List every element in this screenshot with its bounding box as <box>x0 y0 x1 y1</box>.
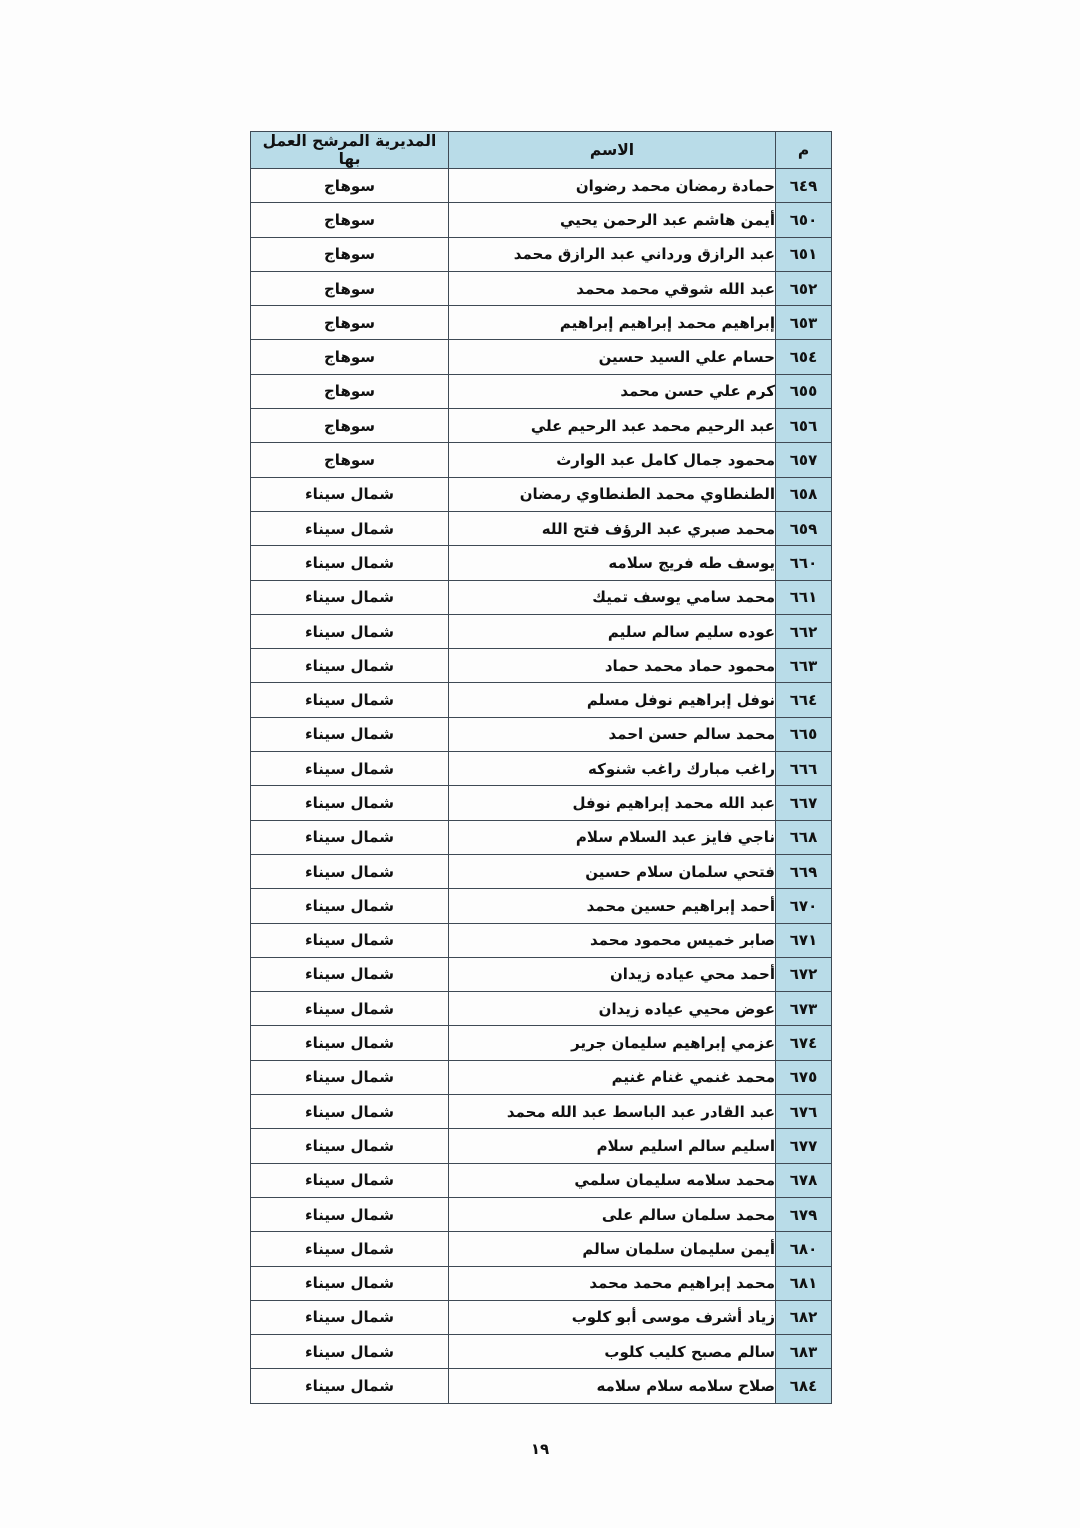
candidate-directorate: شمال سيناء <box>251 752 449 786</box>
row-number: ٦٦٦ <box>776 752 832 786</box>
header-directorate: المديرية المرشح العمل بها <box>251 132 449 169</box>
row-number: ٦٤٩ <box>776 169 832 203</box>
table-row <box>251 1266 832 1300</box>
table-row <box>251 1335 832 1369</box>
row-number: ٦٥٩ <box>776 511 832 545</box>
table-row <box>251 854 832 888</box>
row-number: ٦٨٢ <box>776 1300 832 1334</box>
row-number: ٦٨٤ <box>776 1369 832 1403</box>
table-row <box>251 237 832 271</box>
row-number: ٦٥٨ <box>776 477 832 511</box>
candidate-name: عبد الرحيم محمد عبد الرحيم علي <box>449 409 776 443</box>
row-number: ٦٦٩ <box>776 854 832 888</box>
row-number: ٦٧٤ <box>776 1026 832 1060</box>
candidate-name: اسليم سالم اسليم سلام <box>449 1129 776 1163</box>
candidate-directorate: شمال سيناء <box>251 1163 449 1197</box>
row-number: ٦٨٠ <box>776 1232 832 1266</box>
table-row <box>251 477 832 511</box>
candidate-directorate: شمال سيناء <box>251 511 449 545</box>
candidate-directorate: شمال سيناء <box>251 1197 449 1231</box>
candidate-name: محمد سلمان سالم على <box>449 1197 776 1231</box>
candidate-directorate: شمال سيناء <box>251 683 449 717</box>
row-number: ٦٥٦ <box>776 409 832 443</box>
candidate-directorate: شمال سيناء <box>251 614 449 648</box>
table-row <box>251 374 832 408</box>
candidate-name: كرم علي حسن محمد <box>449 374 776 408</box>
table-row <box>251 820 832 854</box>
table-row <box>251 546 832 580</box>
candidate-name: أحمد إبراهيم حسين محمد <box>449 889 776 923</box>
row-number: ٦٦٢ <box>776 614 832 648</box>
table-row <box>251 889 832 923</box>
table-row <box>251 752 832 786</box>
row-number: ٦٧٢ <box>776 957 832 991</box>
candidate-directorate: سوهاج <box>251 169 449 203</box>
row-number: ٦٥٣ <box>776 306 832 340</box>
table-row <box>251 1026 832 1060</box>
candidate-name: حمادة رمضان محمد رضوان <box>449 169 776 203</box>
candidate-directorate: شمال سيناء <box>251 1095 449 1129</box>
table-row <box>251 649 832 683</box>
table-row <box>251 1129 832 1163</box>
candidate-name: محمد سامي يوسف تميك <box>449 580 776 614</box>
table-row <box>251 203 832 237</box>
candidate-name: عزمي إبراهيم سليمان جرير <box>449 1026 776 1060</box>
candidate-name: أحمد محي عياده زيدان <box>449 957 776 991</box>
row-number: ٦٦١ <box>776 580 832 614</box>
candidate-name: الطنطاوي محمد الطنطاوي رمضان <box>449 477 776 511</box>
candidate-name: عبد الرازق ورداني عبد الرازق محمد <box>449 237 776 271</box>
candidate-name: راغب مبارك راغب شنوكه <box>449 752 776 786</box>
candidate-name: صلاح سلامه سلام سلامه <box>449 1369 776 1403</box>
candidate-directorate: شمال سيناء <box>251 1300 449 1334</box>
candidate-name: محمد سالم حسن احمد <box>449 717 776 751</box>
row-number: ٦٨١ <box>776 1266 832 1300</box>
row-number: ٦٥١ <box>776 237 832 271</box>
candidate-name: إبراهيم محمد إبراهيم إبراهيم <box>449 306 776 340</box>
table-row <box>251 306 832 340</box>
candidate-directorate: سوهاج <box>251 409 449 443</box>
table-row <box>251 786 832 820</box>
candidate-name: زياد أشرف موسى أبو كلوب <box>449 1300 776 1334</box>
candidate-directorate: شمال سيناء <box>251 580 449 614</box>
row-number: ٦٥٤ <box>776 340 832 374</box>
candidate-name: محمود جمال كامل عبد الوارث <box>449 443 776 477</box>
candidate-directorate: شمال سيناء <box>251 546 449 580</box>
header-name: الاسم <box>449 132 776 169</box>
candidate-directorate: شمال سيناء <box>251 1026 449 1060</box>
candidate-directorate: شمال سيناء <box>251 889 449 923</box>
row-number: ٦٧٩ <box>776 1197 832 1231</box>
candidate-name: عوده سليم سالم سليم <box>449 614 776 648</box>
candidate-directorate: شمال سيناء <box>251 1369 449 1403</box>
candidate-directorate: شمال سيناء <box>251 477 449 511</box>
candidate-directorate: سوهاج <box>251 203 449 237</box>
table-row <box>251 1095 832 1129</box>
table-row <box>251 1060 832 1094</box>
table-row <box>251 992 832 1026</box>
candidate-directorate: شمال سيناء <box>251 854 449 888</box>
table-row <box>251 169 832 203</box>
row-number: ٦٧٧ <box>776 1129 832 1163</box>
row-number: ٦٦٠ <box>776 546 832 580</box>
table-row <box>251 1197 832 1231</box>
candidate-name: أيمن سليمان سلمان سالم <box>449 1232 776 1266</box>
table-header-row <box>251 132 832 169</box>
row-number: ٦٥٥ <box>776 374 832 408</box>
table-row <box>251 1300 832 1334</box>
candidate-name: عوض محيي عياده زيدان <box>449 992 776 1026</box>
header-number: م <box>776 132 832 169</box>
candidate-directorate: سوهاج <box>251 271 449 305</box>
candidate-name: أيمن هاشم عبد الرحمن يحيي <box>449 203 776 237</box>
table-row <box>251 1232 832 1266</box>
candidate-directorate: شمال سيناء <box>251 957 449 991</box>
row-number: ٦٧٣ <box>776 992 832 1026</box>
candidates-table <box>250 131 832 1404</box>
candidate-name: محمود حماد محمد حماد <box>449 649 776 683</box>
table-row <box>251 511 832 545</box>
row-number: ٦٧٨ <box>776 1163 832 1197</box>
candidate-directorate: شمال سيناء <box>251 649 449 683</box>
row-number: ٦٦٣ <box>776 649 832 683</box>
candidate-name: سالم مصبح كليب كلوب <box>449 1335 776 1369</box>
row-number: ٦٦٤ <box>776 683 832 717</box>
candidate-directorate: شمال سيناء <box>251 923 449 957</box>
table-row <box>251 340 832 374</box>
row-number: ٦٧٦ <box>776 1095 832 1129</box>
candidate-directorate: سوهاج <box>251 443 449 477</box>
row-number: ٦٧٠ <box>776 889 832 923</box>
row-number: ٦٧٥ <box>776 1060 832 1094</box>
candidate-name: عبد الله شوقي محمد محمد <box>449 271 776 305</box>
row-number: ٦٨٣ <box>776 1335 832 1369</box>
table-row <box>251 614 832 648</box>
candidate-name: فتحي سلمان سلام حسين <box>449 854 776 888</box>
candidate-name: عبد الله محمد إبراهيم نوفل <box>449 786 776 820</box>
table-row <box>251 580 832 614</box>
candidate-directorate: شمال سيناء <box>251 1232 449 1266</box>
candidate-directorate: شمال سيناء <box>251 820 449 854</box>
candidate-directorate: سوهاج <box>251 340 449 374</box>
row-number: ٦٥٢ <box>776 271 832 305</box>
table-row <box>251 409 832 443</box>
candidate-name: نوفل إبراهيم نوفل مسلم <box>449 683 776 717</box>
candidate-name: ناجي فايز عبد السلام سلام <box>449 820 776 854</box>
candidate-name: محمد سلامه سليمان سلمي <box>449 1163 776 1197</box>
candidate-name: صابر خميس محمود محمد <box>449 923 776 957</box>
candidate-directorate: شمال سيناء <box>251 717 449 751</box>
candidate-directorate: شمال سيناء <box>251 992 449 1026</box>
candidate-name: محمد صبري عبد الرؤف فتح الله <box>449 511 776 545</box>
row-number: ٦٦٨ <box>776 820 832 854</box>
candidate-name: حسام علي السيد حسين <box>449 340 776 374</box>
table-row <box>251 683 832 717</box>
candidate-directorate: سوهاج <box>251 374 449 408</box>
candidate-name: عبد القادر عبد الباسط عبد الله محمد <box>449 1095 776 1129</box>
row-number: ٦٦٧ <box>776 786 832 820</box>
table-row <box>251 1163 832 1197</box>
table-row <box>251 271 832 305</box>
table-row <box>251 957 832 991</box>
table-row <box>251 443 832 477</box>
page-number: ١٩ <box>530 1440 550 1458</box>
candidate-directorate: شمال سيناء <box>251 786 449 820</box>
candidate-directorate: شمال سيناء <box>251 1129 449 1163</box>
table-row <box>251 1369 832 1403</box>
candidate-name: محمد غنمي غنام غنيم <box>449 1060 776 1094</box>
row-number: ٦٥٠ <box>776 203 832 237</box>
row-number: ٦٧١ <box>776 923 832 957</box>
row-number: ٦٥٧ <box>776 443 832 477</box>
table-row <box>251 717 832 751</box>
candidate-directorate: شمال سيناء <box>251 1060 449 1094</box>
row-number: ٦٦٥ <box>776 717 832 751</box>
candidate-directorate: سوهاج <box>251 306 449 340</box>
candidate-directorate: شمال سيناء <box>251 1335 449 1369</box>
candidate-directorate: سوهاج <box>251 237 449 271</box>
candidate-directorate: شمال سيناء <box>251 1266 449 1300</box>
candidate-name: يوسف طه فريج سلامه <box>449 546 776 580</box>
candidate-name: محمد إبراهيم محمد محمد <box>449 1266 776 1300</box>
table-row <box>251 923 832 957</box>
